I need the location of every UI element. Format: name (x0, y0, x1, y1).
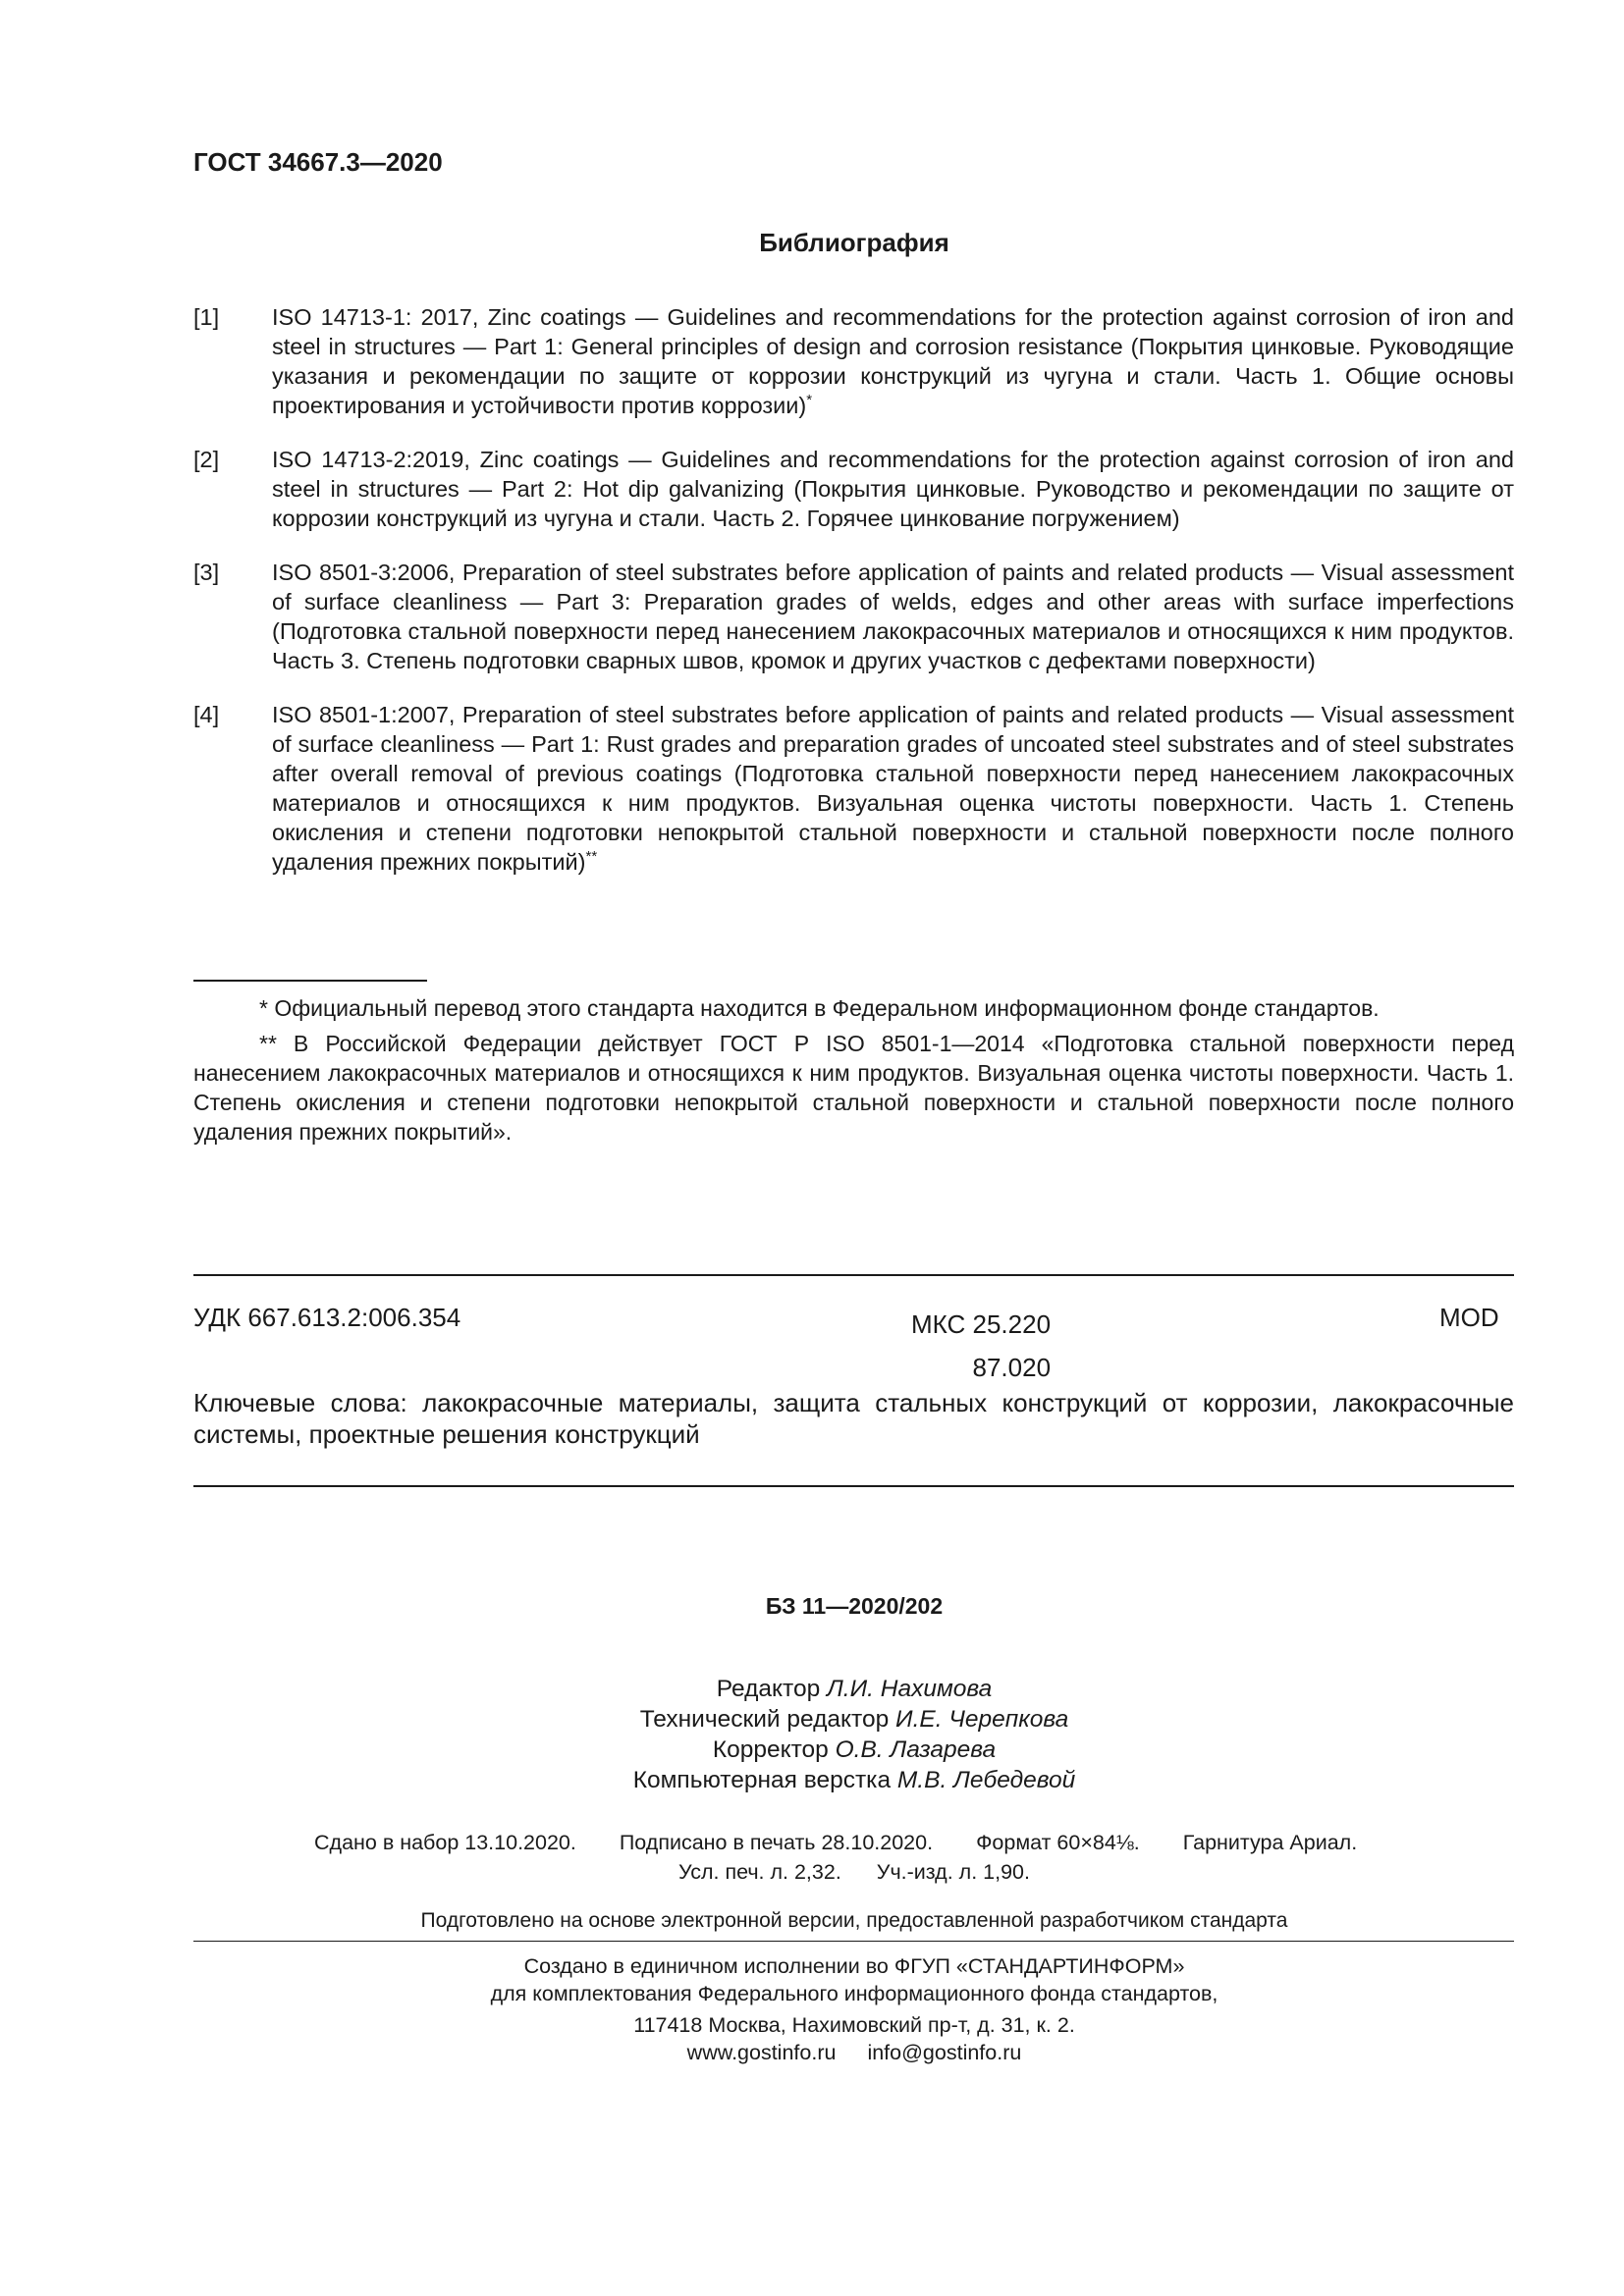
bibliography-item (193, 445, 1514, 533)
mks-codes (911, 1303, 1051, 1389)
publication-sheets: Уч.-изд. л. 1,90. (876, 1860, 1030, 1884)
footnote-1: * Официальный перевод этого стандарта находится в Федеральном информационном фонде стандартов. (259, 995, 1380, 1021)
bibliography-item-number: [1] (193, 304, 220, 330)
print-meta-line-2 (0, 1860, 1624, 1885)
bibliography-item-text: ISO 14713-1: 2017, Zinc coatings — Guidelines and recommendations for the protection against corrosion of iron and steel in structures — Part 1: General principles of design and corrosion resistance (Покрытия цинковые. Руководящие указания и рекомендации по защите от коррозии конструкций из чугуна и стали. Часть 1. Общие основы проектирования и устойчивости против коррозии) (272, 304, 1514, 418)
bibliography-item (193, 302, 1514, 420)
staff-role: Корректор (712, 1736, 829, 1763)
bibliography-list (193, 302, 1514, 901)
staff-role: Компьютерная верстка (632, 1767, 892, 1793)
staff-role: Технический редактор (639, 1706, 890, 1733)
staff-name: И.Е. Черепкова (895, 1706, 1069, 1733)
mks-code-2: 87.020 (972, 1353, 1052, 1382)
staff-row (0, 1765, 1624, 1795)
bibliography-item-number: [4] (193, 702, 220, 727)
publisher-line-1: Создано в единичном исполнении во ФГУП «СТАНДАРТИНФОРМ» (523, 1954, 1185, 1978)
divider-top (193, 1274, 1514, 1276)
publisher-email[interactable]: info@gostinfo.ru (867, 2041, 1022, 2064)
print-sheets: Усл. печ. л. 2,32. (677, 1860, 841, 1884)
bibliography-item-text: ISO 8501-1:2007, Preparation of steel substrates before application of paints and related products — Visual assessment of surface cleanliness — Part 1: Rust grades and preparation grades of uncoated steel substrates and of steel substrates after overall removal of previous coatings (Подготовка стальной поверхности перед нанесением лакокрасочных материалов и относящихся к ним продуктов. Визуальная оценка чистоты поверхности. Часть 1. Степень окисления и степени подготовки непокрытой стальной поверхности и стальной поверхности после полного удаления прежних покрытий) (272, 702, 1514, 875)
print-meta-line-1 (314, 1831, 1400, 1855)
standard-code: ГОСТ 34667.3—2020 (193, 147, 443, 177)
bibliography-item-number: [2] (193, 447, 220, 472)
signed-date: Подписано в печать 28.10.2020. (619, 1831, 934, 1854)
staff-row (0, 1704, 1624, 1735)
prepared-note: Подготовлено на основе электронной версии, предоставленной разработчиком стандарта (420, 1909, 1288, 1932)
staff-role: Редактор (716, 1676, 821, 1702)
bibliography-item (193, 558, 1514, 675)
paper-format: Формат 60×84⅛. (976, 1831, 1140, 1854)
bibliography-item-text: ISO 8501-3:2006, Preparation of steel substrates before application of paints and related products — Visual assessment of surface cleanliness — Part 3: Preparation grades of welds, edges and other areas with surface imperfections (Подготовка стальной поверхности перед нанесением лакокрасочных материалов и относящихся к ним продуктов. Часть 3. Степень подготовки сварных швов, кромок и других участков с дефектами поверхности) (272, 560, 1514, 673)
typeface: Гарнитура Ариал. (1182, 1831, 1358, 1854)
publisher-address: 117418 Москва, Нахимовский пр-т, д. 31, к. 2. (633, 2013, 1075, 2037)
staff-name: М.В. Лебедевой (896, 1767, 1076, 1793)
staff-name: Л.И. Нахимова (827, 1676, 993, 1702)
publisher-line-2: для комплектования Федерального информационного фонда стандартов, (490, 1982, 1218, 2005)
mks-code-1: МКС 25.220 (911, 1309, 1052, 1339)
staff-row (0, 1735, 1624, 1765)
udk-code: УДК 667.613.2:006.354 (193, 1303, 461, 1332)
staff-name: О.В. Лазарева (835, 1736, 997, 1763)
bibliography-item (193, 700, 1514, 877)
staff-list (0, 1674, 1624, 1795)
mod-label: MOD (1439, 1303, 1499, 1332)
bz-code: БЗ 11—2020/202 (765, 1593, 944, 1619)
keywords: Ключевые слова: лакокрасочные материалы, защита стальных конструкций от коррозии, лакокрасочные системы, проектные решения конструкций (193, 1388, 1514, 1449)
staff-row (0, 1674, 1624, 1704)
divider-imprint (193, 1941, 1514, 1942)
divider-bottom (193, 1485, 1514, 1487)
bibliography-item-number: [3] (193, 560, 220, 585)
bibliography-item-text: ISO 14713-2:2019, Zinc coatings — Guidelines and recommendations for the protection against corrosion of iron and steel in structures — Part 2: Hot dip galvanizing (Покрытия цинковые. Руководство и рекомендации по защите от коррозии конструкций из чугуна и стали. Часть 2. Горячее цинкование погружением) (272, 447, 1514, 531)
footnote-mark: * (806, 392, 813, 408)
submitted-date: Сдано в набор 13.10.2020. (314, 1831, 576, 1854)
publisher-website[interactable]: www.gostinfo.ru (686, 2041, 837, 2064)
publisher-info (0, 1952, 1624, 2007)
bibliography-title: Библиография (759, 228, 949, 257)
footnote-2: ** В Российской Федерации действует ГОСТ Р ISO 8501-1—2014 «Подготовка стальной поверхности перед нанесением лакокрасочных материалов и относящихся к ним продуктов. Визуальная оценка чистоты поверхности. Часть 1. Степень окисления и степени подготовки непокрытой стальной поверхности и стальной поверхности после полного удаления прежних покрытий». (193, 1031, 1514, 1145)
footnote-mark: ** (585, 848, 598, 865)
footnote-separator (193, 980, 427, 982)
publisher-contacts (0, 2011, 1624, 2066)
